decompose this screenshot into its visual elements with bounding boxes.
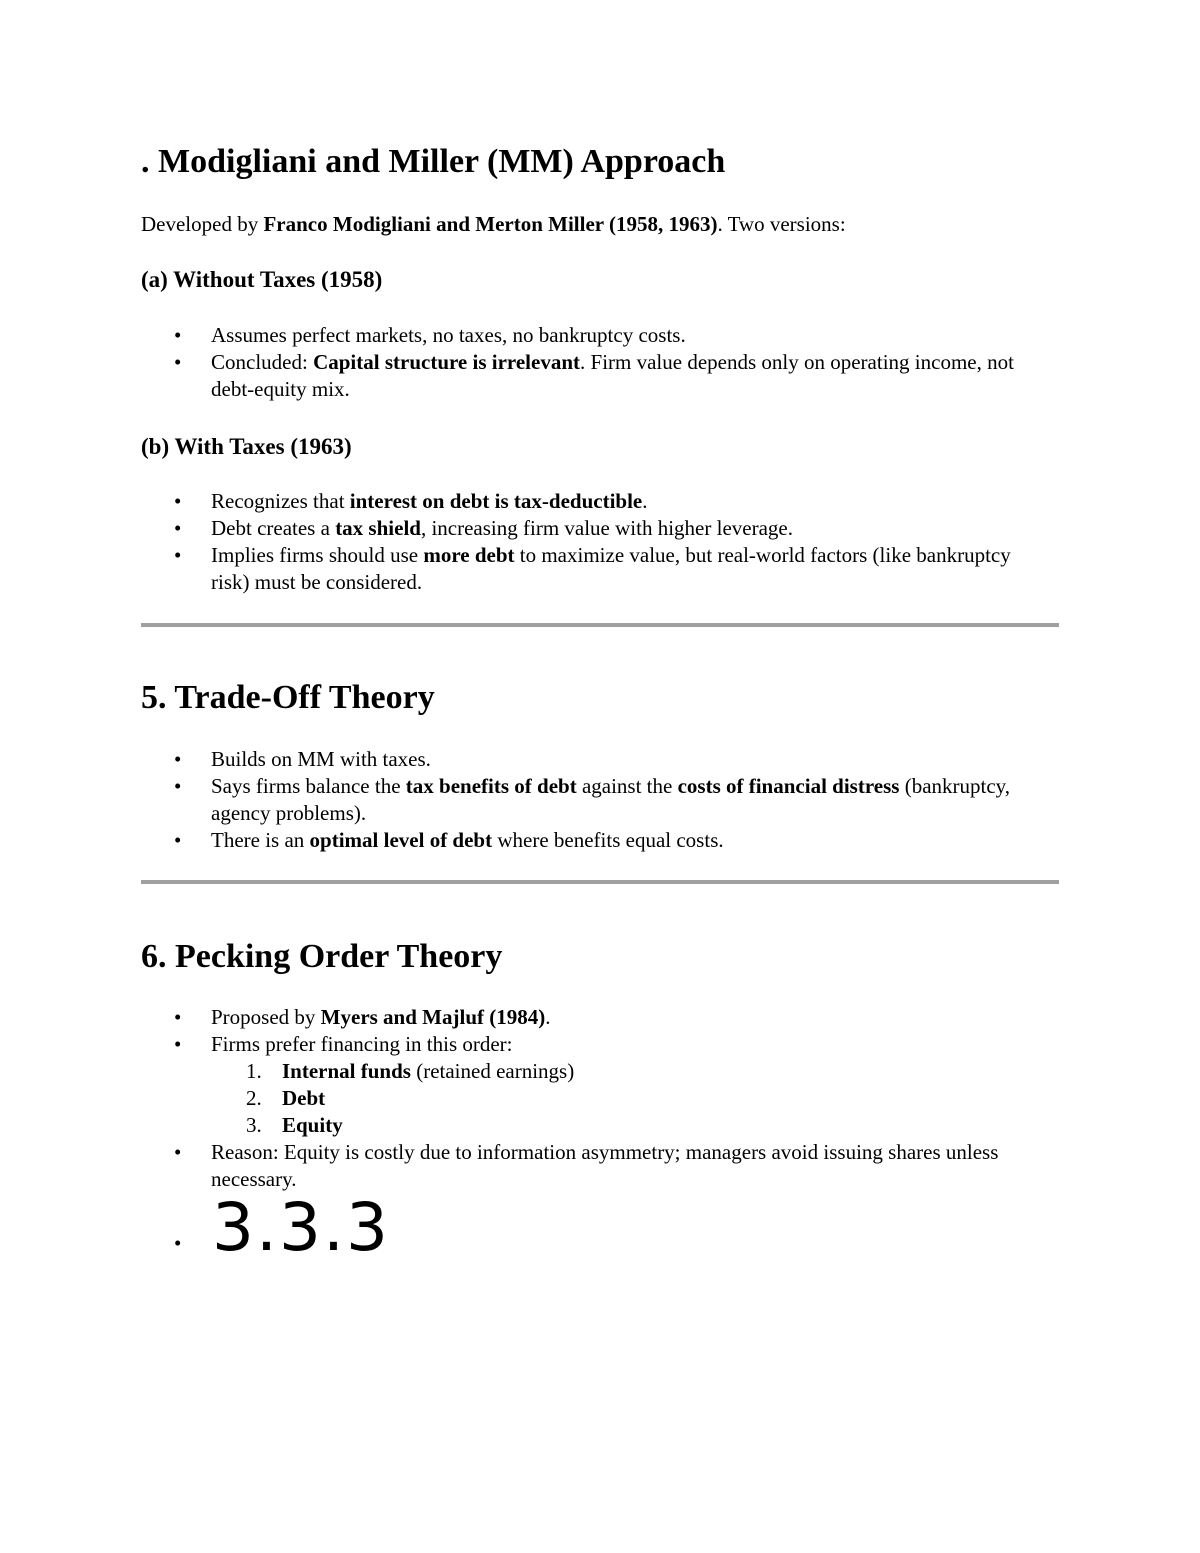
list-item-suffix: . xyxy=(545,1005,551,1029)
bullet-icon: • xyxy=(174,1231,182,1255)
list-item xyxy=(141,1139,1031,1193)
list-item-suffix: , increasing firm value with higher leverage. xyxy=(420,516,793,540)
section-divider xyxy=(141,623,1059,627)
list-pecking-order xyxy=(141,1004,1059,1193)
financing-order-list xyxy=(211,1058,1031,1139)
section-divider xyxy=(141,880,1059,884)
bullet-icon: • xyxy=(174,516,182,540)
heading-pecking-order-theory: 6. Pecking Order Theory xyxy=(141,938,503,975)
list-without-taxes xyxy=(141,322,1059,403)
list-item xyxy=(141,515,1031,542)
list-item-prefix: Concluded: xyxy=(211,350,314,374)
numbered-item-number: 1. xyxy=(246,1059,262,1083)
bullet-icon: • xyxy=(174,323,182,347)
list-item-suffix: where benefits equal costs. xyxy=(492,828,724,852)
list-item-bold: Myers and Majluf (1984) xyxy=(320,1005,546,1029)
list-item xyxy=(141,488,1031,515)
numbered-item xyxy=(141,1112,1031,1139)
list-item xyxy=(141,827,1031,854)
mm-intro-authors: Franco Modigliani and Merton Miller (1958, 1963) xyxy=(263,212,718,236)
heading-mm-approach: . Modigliani and Miller (MM) Approach xyxy=(141,143,726,180)
list-item xyxy=(141,1004,1031,1031)
bullet-icon: • xyxy=(174,1032,182,1056)
bullet-icon: • xyxy=(174,543,182,567)
numbered-item-rest: (retained earnings) xyxy=(410,1059,575,1083)
bullet-icon: • xyxy=(174,747,182,771)
mm-intro-suffix: . Two versions: xyxy=(717,212,846,236)
list-item-bold: tax shield xyxy=(335,516,421,540)
list-item-bold: optimal level of debt xyxy=(309,828,493,852)
list-item-text: Reason: Equity is costly due to information asymmetry; managers avoid issuing shares unless necessary. xyxy=(211,1140,999,1191)
list-item-bold: costs of financial distress xyxy=(677,774,900,798)
list-item-bold: Capital structure is irrelevant xyxy=(313,350,581,374)
bullet-icon: • xyxy=(174,1005,182,1029)
list-item-prefix: Implies firms should use xyxy=(211,543,424,567)
list-item-bold: tax benefits of debt xyxy=(405,774,577,798)
bullet-icon: • xyxy=(174,1140,182,1164)
large-bullet-text: 3.3.3 xyxy=(212,1189,390,1266)
bullet-icon: • xyxy=(174,489,182,513)
list-item-prefix: Proposed by xyxy=(211,1005,321,1029)
numbered-item-number: 3. xyxy=(246,1113,262,1137)
subheading-with-taxes: (b) With Taxes (1963) xyxy=(141,434,352,459)
large-bullet-line xyxy=(141,1189,1059,1266)
numbered-item-number: 2. xyxy=(246,1086,262,1110)
list-item-prefix: Recognizes that xyxy=(211,489,350,513)
mm-intro-paragraph xyxy=(141,211,1059,238)
list-item-text: Builds on MM with taxes. xyxy=(211,747,431,771)
list-item-text: Firms prefer financing in this order: xyxy=(211,1032,513,1056)
list-item-prefix: Debt creates a xyxy=(211,516,336,540)
list-item-suffix: to maximize value, but real-world factors (like bankruptcy risk) must be considered. xyxy=(211,543,1011,594)
numbered-item-bold: Debt xyxy=(282,1086,326,1110)
bullet-icon: • xyxy=(174,774,182,798)
numbered-item-bold: Internal funds xyxy=(282,1059,411,1083)
list-item xyxy=(141,322,1031,349)
list-item-bold: more debt xyxy=(423,543,515,567)
subheading-without-taxes: (a) Without Taxes (1958) xyxy=(141,267,383,292)
list-item xyxy=(141,1031,1031,1139)
list-item-text: Assumes perfect markets, no taxes, no bankruptcy costs. xyxy=(211,323,686,347)
list-item-suffix: . xyxy=(642,489,648,513)
heading-trade-off-theory: 5. Trade-Off Theory xyxy=(141,679,435,716)
list-item-prefix: Says firms balance the xyxy=(211,774,406,798)
bullet-icon: • xyxy=(174,350,182,374)
numbered-item xyxy=(141,1085,1031,1112)
bullet-icon: • xyxy=(174,828,182,852)
numbered-item xyxy=(141,1058,1031,1085)
list-item-mid: against the xyxy=(576,774,678,798)
numbered-item-bold: Equity xyxy=(282,1113,343,1137)
list-trade-off xyxy=(141,746,1059,854)
list-item-prefix: There is an xyxy=(211,828,310,852)
list-item xyxy=(141,542,1031,596)
list-item xyxy=(141,746,1031,773)
list-item xyxy=(141,349,1031,403)
list-item-suffix: . Firm value depends only on operating income, not debt-equity mix. xyxy=(211,350,1014,401)
mm-intro-prefix: Developed by xyxy=(141,212,264,236)
list-item xyxy=(141,773,1031,827)
list-item-bold: interest on debt is tax-deductible xyxy=(349,489,643,513)
list-with-taxes xyxy=(141,488,1059,596)
list-item-suffix: (bankruptcy, agency problems). xyxy=(211,774,1011,825)
